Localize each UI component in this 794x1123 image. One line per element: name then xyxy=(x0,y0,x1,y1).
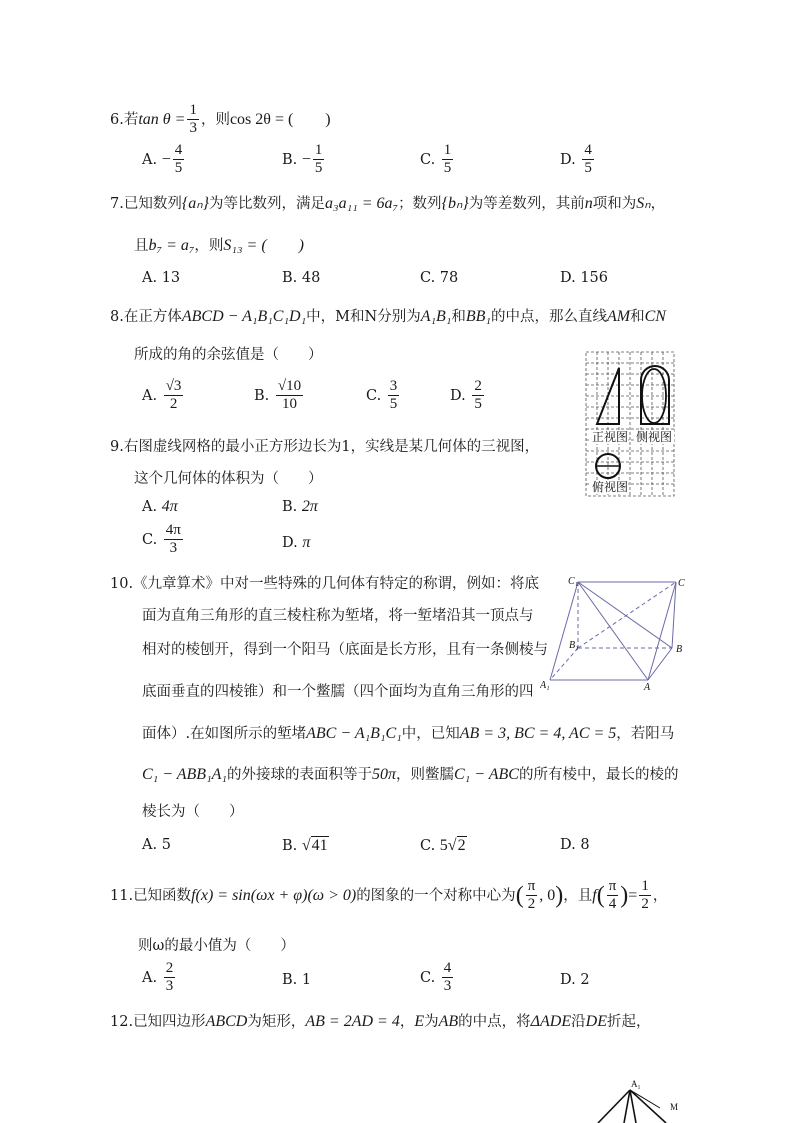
q11-option-b: B. 1 xyxy=(282,972,312,988)
q9-stem-line2: 这个几何体的体积为（ ） xyxy=(134,471,323,487)
q8-option-b: B. $\frac{√10}{10}$ xyxy=(254,378,302,413)
q6-stem: 6.若tan θ = $\frac{1}{3}$ ，则cos 2θ = ( ) xyxy=(110,102,331,137)
q6-option-b: B. − $\frac{1}{5}$ xyxy=(282,142,323,177)
prism-figure xyxy=(540,572,690,694)
q8-stem-line1: 8.在正方体ABCD − A₁B₁C₁D₁中，M和N分别为A₁B₁和BB₁的中点，那么直线AM和CN xyxy=(110,308,666,325)
q12-stem-line1: 12.已知四边形ABCD为矩形，AB = 2AD = 4，E为AB的中点，将ΔADE沿DE折起， xyxy=(110,1013,651,1030)
q10-stem-line1: 10.《九章算术》中对一些特殊的几何体有特定的称谓，例如：将底 xyxy=(110,576,540,592)
q8-option-a: A. $\frac{√3}{2}$ xyxy=(142,378,182,413)
fold-m-label: M xyxy=(670,1102,679,1112)
front-view-label: 正视图 xyxy=(592,430,629,444)
q10-stem-line3: 相对的棱刨开，得到一个阳马（底面是长方形，且有一条侧棱与 xyxy=(142,642,548,658)
q9-option-d: D. π xyxy=(282,534,311,551)
q6-option-a: A. − $\frac{4}{5}$ xyxy=(142,142,183,177)
q9-option-b: B. 2π xyxy=(282,498,318,515)
q10-stem-line2: 面为直角三角形的直三棱柱称为堑堵，将一堑堵沿其一顶点与 xyxy=(142,608,534,624)
q6-option-d: D. $\frac{4}{5}$ xyxy=(560,142,592,177)
q7-stem-line2: 且b₇ = a₇，则S₁₃ = ( ) xyxy=(134,237,305,254)
fold-a1-label: A₁ xyxy=(631,1079,641,1089)
q8-option-d: D. $\frac{2}{5}$ xyxy=(450,378,482,413)
q10-option-a: A. 5 xyxy=(142,837,171,853)
vertex-c1-label: C₁ xyxy=(568,576,579,587)
q11-option-a: A. $\frac{2}{3}$ xyxy=(142,960,174,995)
vertex-a-label: A xyxy=(644,682,651,693)
q8-option-c: C. $\frac{3}{5}$ xyxy=(366,378,398,413)
q10-option-b: B. √41 xyxy=(282,837,328,854)
q7-option-d: D. 156 xyxy=(560,270,609,286)
side-view-label: 侧视图 xyxy=(636,430,673,444)
front-view-shape xyxy=(597,368,619,424)
q10-stem-line4: 底面垂直的四棱锥）和一个鳖臑（四个面均为直角三角形的四 xyxy=(142,684,534,700)
q7-option-a: A. 13 xyxy=(142,270,181,286)
q8-stem-line2: 所成的角的余弦值是（ ） xyxy=(134,347,323,363)
q9-option-c: C. $\frac{4\pi}{3}$ xyxy=(142,522,181,557)
q10-option-d: D. 8 xyxy=(560,837,590,853)
q10-option-c: C. 5√2 xyxy=(420,837,466,854)
q11-stem-line1: 11.已知函数f(x) = sin(ωx + φ)(ω > 0)的图象的一个对称中心为( $\frac{\pi}{2}$ , 0)，且f( $\frac{\pi}{4}$ )= $\frac{1}{2}$ ， xyxy=(110,878,668,913)
q9-option-a: A. 4π xyxy=(142,498,178,515)
q10-stem-line7: 棱长为（ ） xyxy=(142,804,244,820)
vertex-b-label: B xyxy=(676,644,683,655)
vertex-b1-label: B₁ xyxy=(569,640,579,651)
q6-option-c: C. $\frac{1}{5}$ xyxy=(420,142,452,177)
q11-stem-line2: 则ω的最小值为（ ） xyxy=(138,938,295,954)
q7-option-b: B. 48 xyxy=(282,270,321,286)
vertex-a1-label: A₁ xyxy=(540,680,550,691)
q10-stem-line6: C₁ − ABB₁A₁的外接球的表面积等于50π，则鳖臑C₁ − ABC的所有棱中，最长的棱的 xyxy=(142,766,679,783)
vertex-c-label: C xyxy=(678,578,685,589)
q7-stem-line1: 7.已知数列{aₙ}为等比数列，满足a₃a₁₁ = 6a₇；数列{bₙ}为等差数列，其前n项和为Sₙ， xyxy=(110,195,666,212)
q11-option-c: C. $\frac{4}{3}$ xyxy=(420,960,452,995)
top-view-label: 俯视图 xyxy=(592,480,629,494)
fold-figure-partial xyxy=(590,1078,690,1123)
q9-stem-line1: 9.右图虚线网格的最小正方形边长为1，实线是某几何体的三视图， xyxy=(110,439,540,455)
three-view-figure xyxy=(584,350,678,500)
q7-option-c: C. 78 xyxy=(420,270,459,286)
q11-option-d: D. 2 xyxy=(560,972,590,988)
q10-stem-line5: 面体）.在如图所示的堑堵ABC − A₁B₁C₁中，已知AB = 3, BC = 4, AC = 5，若阳马 xyxy=(142,725,675,742)
